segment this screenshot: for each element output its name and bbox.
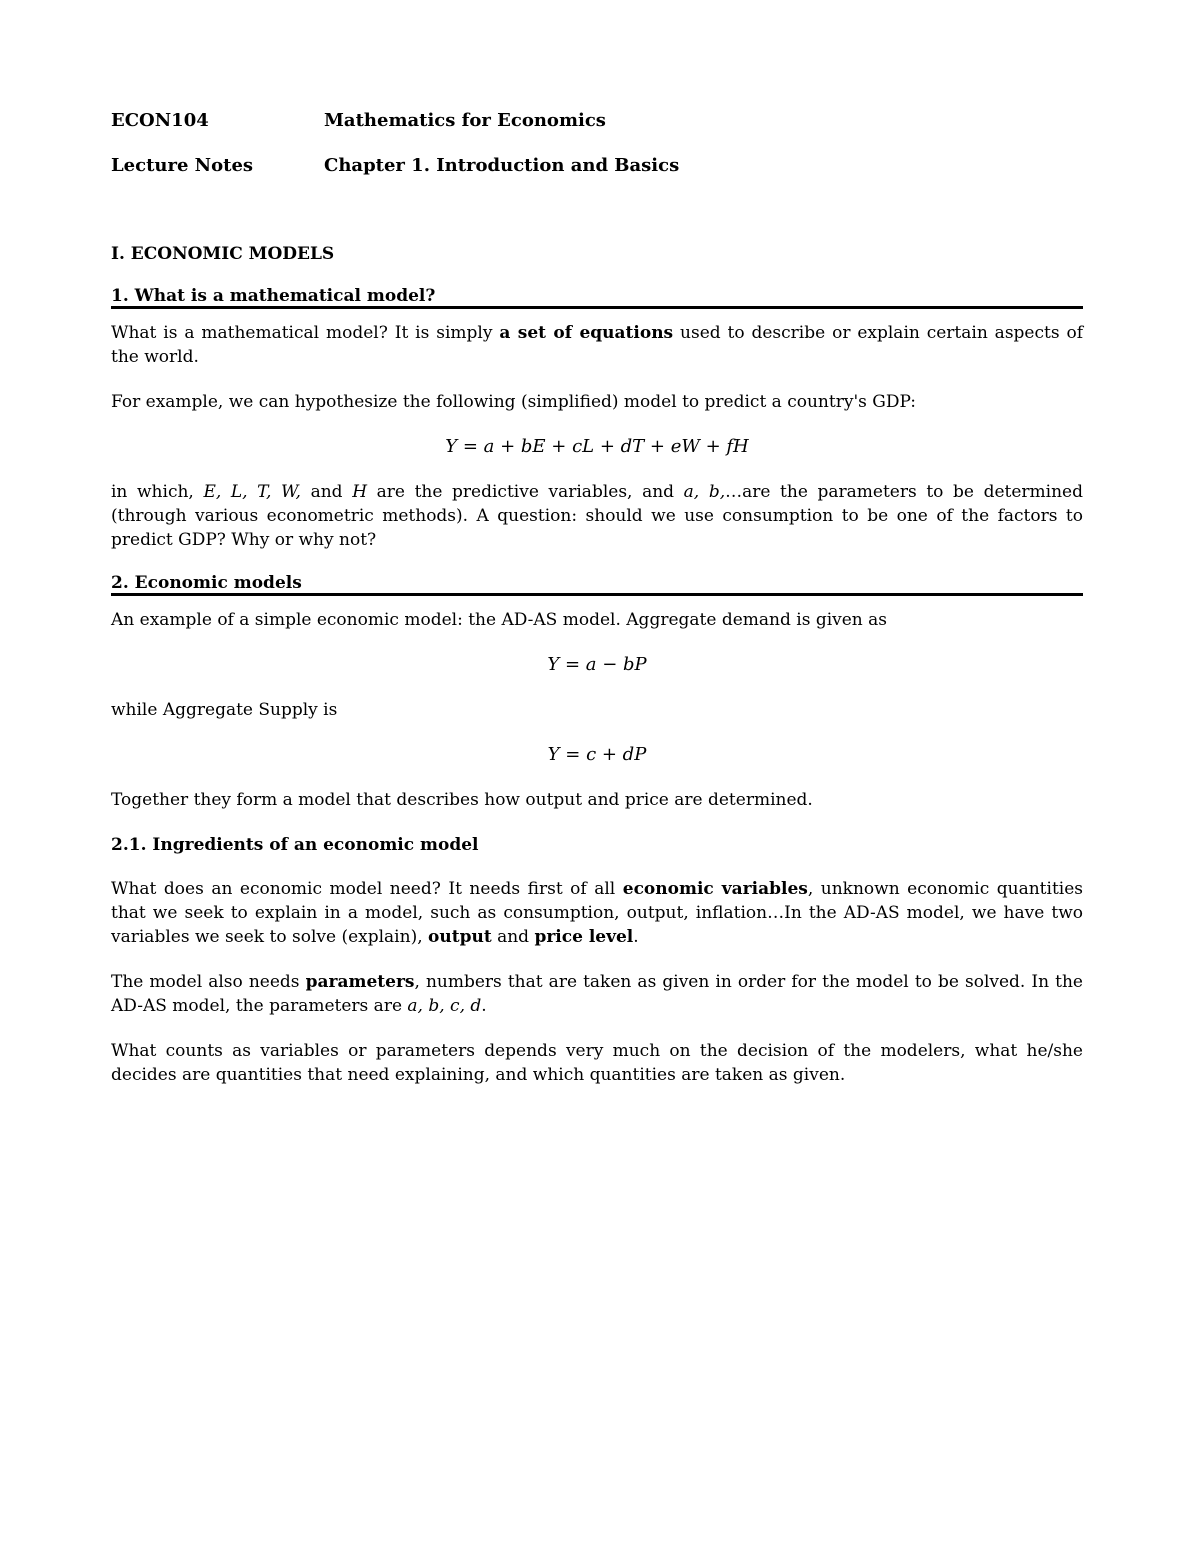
bold-term: economic variables [622, 879, 808, 899]
paragraph-example: For example, we can hypothesize the following (simplified) model to predict a country's GDP: [111, 392, 917, 412]
text-run: are the predictive variables, and [367, 482, 684, 502]
text-run: The model also needs [111, 972, 306, 992]
subsection-heading-2-1: 2.1. Ingredients of an economic model [111, 835, 479, 855]
paragraph-definition [111, 321, 1083, 369]
text-run: and [491, 927, 535, 947]
text-run: , unknown economic quantities that we seek to explain in a model, such as consumption, output, inflation…In the AD-AS model, we have two variables we seek to solve (explain), [111, 879, 1084, 947]
text-run: used to describe or explain certain aspects of the world. [111, 323, 1083, 367]
math-params: a, b, c, d [407, 996, 482, 1016]
math-params: a, b, [683, 482, 726, 502]
subsection-heading-1: 1. What is a mathematical model? [111, 286, 1083, 309]
course-code: ECON104 [111, 110, 209, 131]
paragraph-as: while Aggregate Supply is [111, 700, 338, 720]
equation-gdp: Y = a + bE + cL + dT + eW + fH [445, 436, 749, 457]
text-run: and [300, 482, 353, 502]
paragraph-together: Together they form a model that describes how output and price are determined. [111, 790, 813, 810]
math-var: H [352, 482, 368, 502]
bold-term: output [428, 927, 492, 947]
text-run: , numbers that are taken as given in order for the model to be solved. In the AD-AS model, the parameters are [111, 972, 1083, 1016]
text-run: . [481, 996, 487, 1016]
section-heading: I. ECONOMIC MODELS [111, 244, 335, 264]
document-body [111, 242, 1083, 1108]
bold-term: a set of equations [499, 323, 674, 343]
notes-label: Lecture Notes [111, 155, 254, 176]
text-run: What is a mathematical model? It is simply [111, 323, 500, 343]
paragraph-modelers: What counts as variables or parameters depends very much on the decision of the modelers, what he/she decides are quantities that need explaining, and which quantities are taken as given. [111, 1041, 1083, 1085]
equation-ad: Y = a − bP [547, 654, 647, 675]
course-title: Mathematics for Economics [324, 110, 606, 131]
paragraph-parameters-def [111, 970, 1083, 1018]
chapter-title: Chapter 1. Introduction and Basics [324, 155, 680, 176]
paragraph-adas: An example of a simple economic model: the AD-AS model. Aggregate demand is given as [111, 610, 888, 630]
text-run: in which, [111, 482, 204, 502]
subsection-heading-2: 2. Economic models [111, 573, 1083, 596]
paragraph-variables-def [111, 877, 1083, 949]
text-run: . [633, 927, 639, 947]
text-run: …are the parameters to be determined (through various econometric methods). A question: should we use consumption to be one of the factors to predict GDP? Why or why not? [111, 482, 1083, 550]
math-vars: E, L, T, W, [203, 482, 301, 502]
bold-term: parameters [305, 972, 415, 992]
equation-as: Y = c + dP [547, 744, 647, 765]
bold-term: price level [534, 927, 634, 947]
paragraph-variables [111, 480, 1083, 552]
text-run: What does an economic model need? It needs first of all [111, 879, 623, 899]
